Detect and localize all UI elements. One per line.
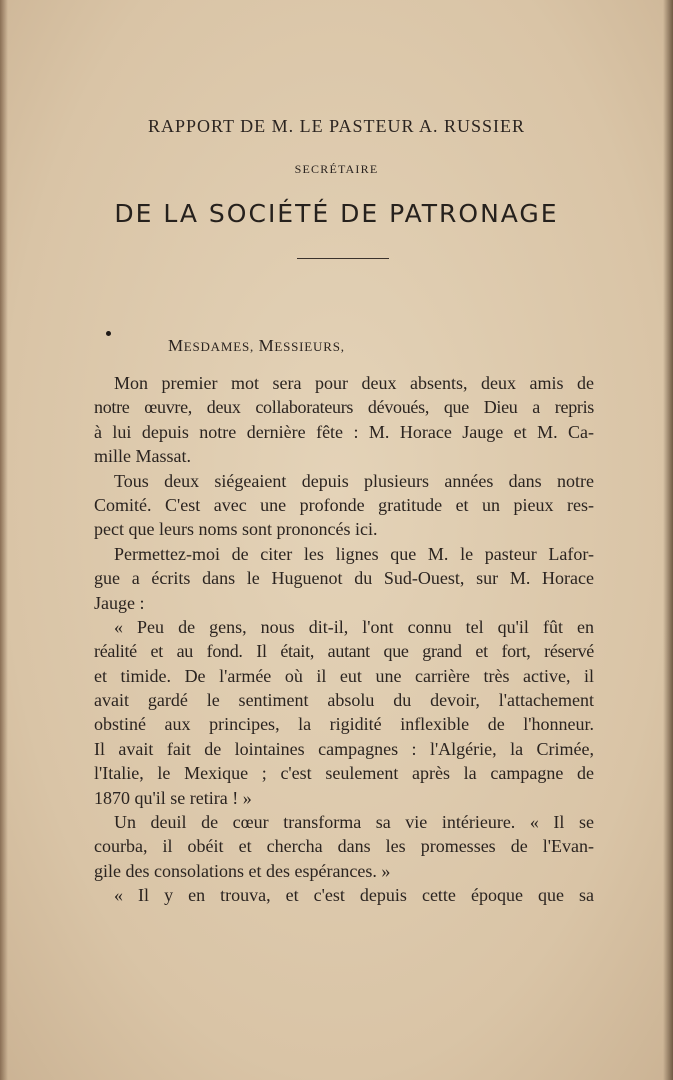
- body-text: [94, 371, 594, 908]
- text-line: et timide. De l'armée où il eut une carrière très active, il: [94, 665, 594, 686]
- salutation-word-2: ESSIEURS,: [274, 339, 345, 354]
- text-line: obstiné aux principes, la rigidité inflexible de l'honneur.: [94, 714, 594, 735]
- text-line: l'Italie, le Mexique ; c'est seulement après la campagne de: [94, 763, 594, 784]
- text-line: réalité et au fond. Il était, autant que grand et fort, réservé: [94, 641, 594, 662]
- text-line: courba, il obéit et chercha dans les promesses de l'Evan-: [94, 836, 594, 857]
- report-title: RAPPORT DE M. LE PASTEUR A. RUSSIER: [148, 116, 525, 136]
- text-line: à lui depuis notre dernière fête : M. Horace Jauge et M. Ca-: [94, 421, 594, 442]
- text-line: mille Massat.: [94, 446, 191, 467]
- text-line: avait gardé le sentiment absolu du devoir, l'attachement: [94, 690, 594, 711]
- text-line: pect que leurs noms sont prononcés ici.: [94, 519, 378, 540]
- society-heading: DE LA SOCIÉTÉ DE PATRONAGE: [114, 199, 559, 228]
- text-line: 1870 qu'il se retira ! »: [94, 787, 252, 808]
- text-line: « Peu de gens, nous dit-il, l'ont connu tel qu'il fût en: [114, 616, 594, 637]
- text-line: Comité. C'est avec une profonde gratitude et un pieux res-: [94, 494, 594, 515]
- title-divider: [297, 258, 389, 259]
- text-line: gue a écrits dans le Huguenot du Sud-Ouest, sur M. Horace: [94, 568, 594, 589]
- text-line: Mon premier mot sera pour deux absents, deux amis de: [114, 373, 594, 393]
- ink-speck: [106, 331, 111, 336]
- text-line: Il avait fait de lointaines campagnes : l'Algérie, la Crimée,: [94, 738, 594, 759]
- salutation-word-1: ESDAMES,: [183, 339, 255, 354]
- text-line: notre œuvre, deux collaborateurs dévoués, que Dieu a repris: [94, 397, 594, 418]
- text-line: Jauge :: [94, 592, 145, 613]
- text-line: Permettez-moi de citer les lignes que M. le pasteur Lafor-: [114, 543, 594, 564]
- report-subtitle: SECRÉTAIRE: [294, 162, 379, 176]
- salutation-initial-2: M: [258, 336, 275, 355]
- text-line: gile des consolations et des espérances. »: [94, 860, 391, 881]
- text-line: Un deuil de cœur transforma sa vie intérieure. « Il se: [114, 812, 594, 833]
- salutation: [168, 336, 345, 356]
- text-line: Tous deux siégeaient depuis plusieurs années dans notre: [114, 470, 594, 491]
- text-line: « Il y en trouva, et c'est depuis cette époque que sa: [114, 885, 594, 906]
- salutation-initial-1: M: [168, 336, 184, 355]
